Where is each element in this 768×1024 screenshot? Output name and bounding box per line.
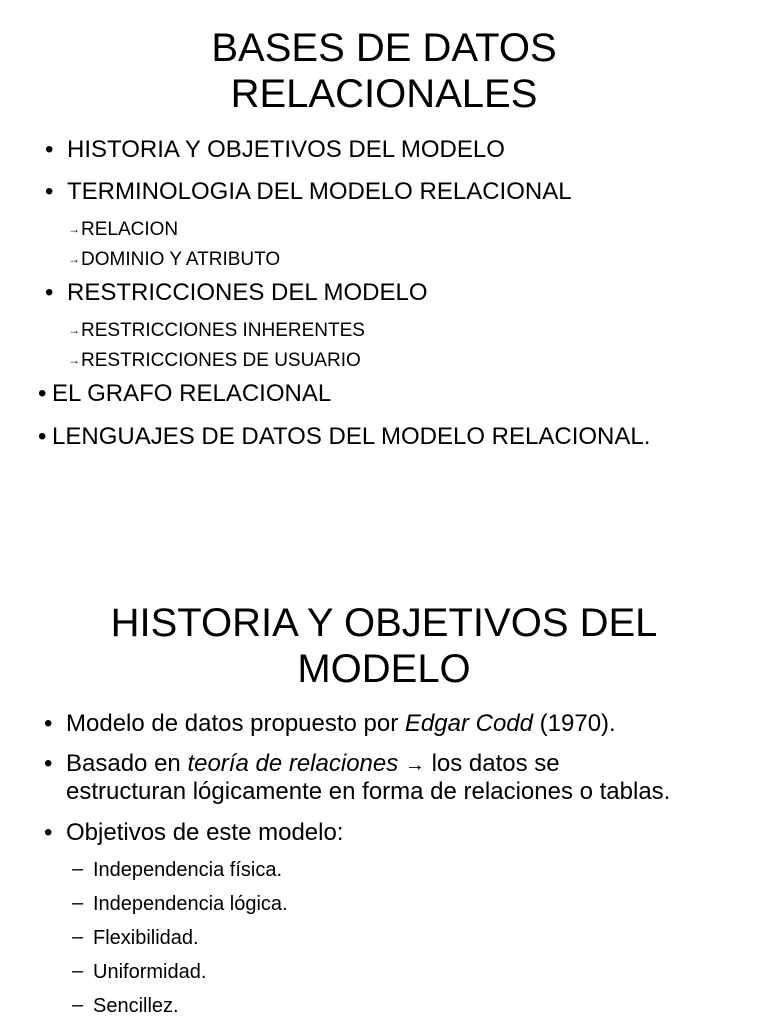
list-item-text: (1970).: [533, 710, 616, 737]
slide-title-line-2: MODELO: [297, 647, 471, 691]
bullet-icon: •: [45, 136, 54, 163]
arrow-right-icon: →: [404, 754, 425, 776]
list-item: [38, 423, 650, 451]
bullet-icon: •: [38, 380, 47, 407]
list-item-text: Basado en: [66, 750, 188, 777]
dash-icon: –: [72, 926, 84, 948]
list-item-text: estructuran lógicamente en forma de relaciones o tablas.: [66, 778, 671, 805]
sub-list-item-text: RESTRICCIONES DE USUARIO: [81, 350, 361, 371]
slide-title-line-1: HISTORIA Y OBJETIVOS DEL: [110, 601, 658, 645]
dash-icon: –: [72, 892, 84, 914]
sub-list-item-text: Independencia lógica.: [93, 893, 288, 915]
bullet-icon: •: [45, 279, 54, 306]
slide-history: [0, 576, 768, 1024]
list-item: [45, 178, 572, 206]
list-item-text: los datos se: [424, 750, 560, 777]
list-item: [38, 380, 331, 408]
arrow-right-icon: →: [68, 323, 80, 337]
list-item-text: TERMINOLOGIA DEL MODELO RELACIONAL: [67, 178, 572, 205]
sub-list-item: [72, 994, 179, 1018]
list-item: [45, 136, 505, 164]
sub-list-item-text: Sencillez.: [93, 995, 179, 1017]
slide-title: [0, 600, 768, 692]
sub-list-item: [68, 248, 280, 271]
bullet-icon: •: [44, 819, 53, 846]
list-item-text: HISTORIA Y OBJETIVOS DEL MODELO: [67, 136, 505, 163]
sub-list-item: [72, 858, 283, 882]
emphasis-text: teoría de relaciones: [187, 750, 399, 777]
list-item-text: LENGUAJES DE DATOS DEL MODELO RELACIONAL.: [52, 423, 651, 450]
sub-list-item: [68, 349, 361, 372]
dash-icon: –: [72, 994, 84, 1016]
arrow-right-icon: →: [68, 222, 80, 236]
dash-icon: –: [72, 858, 84, 880]
bullet-icon: •: [38, 423, 47, 450]
sub-list-item-text: Flexibilidad.: [93, 927, 199, 949]
bullet-icon: •: [44, 710, 53, 737]
sub-list-item: [72, 926, 199, 950]
list-item: [44, 710, 616, 738]
sub-list-item-text: RESTRICCIONES INHERENTES: [81, 320, 365, 341]
bullet-icon: •: [45, 178, 54, 205]
dash-icon: –: [72, 960, 84, 982]
sub-list-item: [68, 319, 365, 342]
sub-list-item-text: Uniformidad.: [93, 961, 207, 983]
author-name: Edgar Codd: [404, 710, 533, 737]
list-item-text: RESTRICCIONES DEL MODELO: [67, 279, 428, 306]
bullet-icon: •: [44, 750, 53, 777]
list-item-text: Objetivos de este modelo:: [66, 819, 344, 846]
sub-list-item-text: DOMINIO Y ATRIBUTO: [81, 249, 281, 270]
list-item: [45, 279, 428, 307]
arrow-right-icon: →: [68, 252, 80, 266]
list-item: [44, 750, 560, 779]
list-item-text: EL GRAFO RELACIONAL: [52, 380, 332, 407]
sub-list-item: [72, 960, 207, 984]
slide-title-line-1: BASES DE DATOS: [211, 26, 557, 70]
list-item: [44, 819, 344, 847]
sub-list-item: [68, 218, 178, 241]
slide-title-line-2: RELACIONALES: [230, 72, 538, 116]
sub-list-item-text: RELACION: [81, 219, 179, 240]
sub-list-item-text: Independencia física.: [93, 859, 283, 881]
list-item-text: Modelo de datos propuesto por: [66, 710, 405, 737]
slide-title: [0, 25, 768, 117]
list-item-continuation: [66, 778, 670, 806]
sub-list-item: [72, 892, 288, 916]
arrow-right-icon: →: [68, 353, 80, 367]
